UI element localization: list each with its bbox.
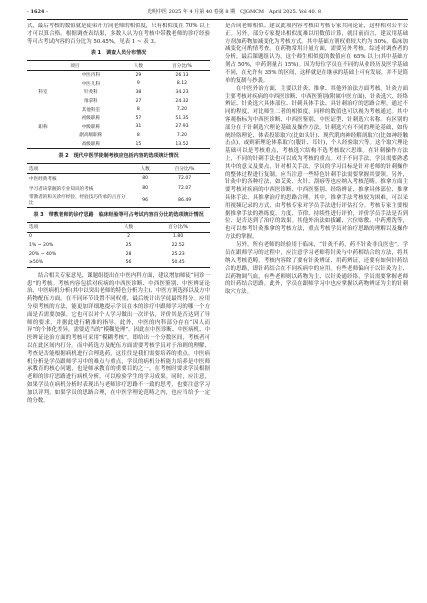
table2-caption: 表 2 现代中医学徒制考核应包括内容的选项统计情况: [58, 153, 179, 160]
column-header: 项目: [70, 63, 80, 69]
table-cell: 57: [135, 115, 142, 121]
table-cell: 学习者该掌握的专业知识的考核: [29, 186, 94, 192]
column-header: 人数: [140, 166, 150, 172]
table-cell: 27.93: [175, 124, 189, 130]
table-cell: 51.35: [175, 115, 189, 121]
table-cell: 初级职称: [81, 116, 101, 122]
page-number: · 1624 ·: [27, 9, 48, 15]
table-cell: 副高级职称: [79, 133, 103, 139]
table-cell: 8: [136, 132, 140, 138]
table-row: [27, 241, 210, 250]
table-cell: 38: [135, 89, 142, 95]
table-cell: 中级职称: [81, 124, 101, 130]
body-paragraph: 结合相关专家意见，课题组提出在中医内科方面，建议增加师徒“同诊一患”的考核。考核内容包括对疾病的中西医诊断、中西医鉴别、中医辨证论治、中医病机分析(其中以突出老师的特色分析为主)、中医方剂选择以及方中药物配伍方面。在不同环节设置不同权重，最后统计出学徒最终得分。应用分项考核的方法，能更加详细地提示学员在本的诊疗中跟师学习的哪一个方面是否需要加强。它也可以对个人学习做出一次评估，评价其是否达到了导师的要求，并据此进行精准的指导。此外，中医的内科部分存在“因人而异”的个体化差异，需要适当的“模糊处理”。因此在中医诊断、中医病机、中医辨证论治方面的考核可采用“模糊考核”，即给出一个分数区间，考核者可以在此区间内打分。而中药选方及配伍方面需要考核学员对于治则的理解，考查是否能根据病机进行合理选药，这往往是我们需要培养的重点。中医病机分析是学员跟师学习中的难点与重点，学员的病机分析能力培养是中医师承教育的核心问题，也是师承教育的重要目的之一。在考核时要求学员根据老师的诊疗思路进行病机分析，可以检验学生的学习成果。同时，应注意，如果学员在病机分析时表现出与老师诊疗思路不一致的思考，也要注意学习加以评判，如果学员的思路合理，在中医学理论范畴之内，也应当给予一定的分数。: [27, 272, 210, 404]
table-cell: 8: [136, 107, 140, 113]
table-cell: 带教者的和关诊疗经验、经验技巧传承的占百分比: [29, 195, 126, 207]
table-row: [27, 97, 210, 106]
table2: [27, 163, 210, 208]
table-row: [27, 232, 210, 241]
table-cell: 0: [29, 234, 32, 240]
table3: [27, 222, 210, 268]
table-cell: 26.13: [175, 72, 189, 78]
table-cell: 34.23: [175, 89, 189, 95]
column-header: 百分比/%: [168, 225, 188, 231]
table-cell: 28: [125, 251, 132, 257]
body-paragraph: 是否同老师相似。建议此项内容考核由考核专家共同论证，这样相对公平公正。另外，部分专家提出相似度难以用数值计算，就目前而言，建议用基础方剂加药物加减变化为考核方式。其中基础方剂权重较大约为 50%，临床加减变化可酌情考查。在药物常用计量方面，需要另外考核。综述对调查者的分析，最后课题组认为，这个师生相似度的数值应在 65% 以上(其中基础方剂占 50%，中药剂量占 15%)。因为每位学员在不同的从业经历及医学基础不同，在允许有 35% 的区间，这样就是在继承的基础上可有发展，并不是简单的复制与抄袭。: [225, 23, 408, 84]
table-cell: 15: [135, 141, 142, 147]
table-cell: 中医儿科: [81, 81, 101, 87]
table-cell: 2: [127, 234, 131, 240]
table-row: [27, 131, 210, 140]
table-cell: 25: [125, 242, 132, 248]
table-row: [27, 123, 210, 132]
table-cell: 其他科室: [81, 107, 101, 113]
table-cell: 56: [125, 260, 132, 266]
table-cell: 7.20: [176, 107, 188, 113]
table-cell: 22.52: [171, 242, 185, 248]
table-cell: 86.49: [178, 197, 192, 203]
body-paragraph: 在中医外治方面，主要以针灸、推拿、其他外治法方面考核。针灸方面主要考核对疾病的中西医诊断、中西医鉴别(附属中医方面)，针灸选穴、经络辨证、针灸选穴具体部位、针刺具体手法、具针刺治疗的思路合理。通过不同的程度，对比师生二者的相似度，同样的数值也可以视为考核通过。其中客观指标为中西医诊断、中西医鉴别、中医证型、针刺选穴名称。有区别的部分在于针刺选穴理论基础及操作方法。针刺选穴有不同的理论基础，如传统经络理论、体表投影取穴(比如头针)、现代肌肉神经解剖取穴(比如神经触击点)，或则新理论体系取穴(腹针、耳针)，个人经验取穴等。这个取穴理论基础可以是考核重点，考核选穴结构不选考核取穴思维。在针刺操作方法上，不同的针刺手法也可以成为考核的重点。对于不同手法，学员需要熟悉其中的意义及要点，针对相关手法，学员的学习目标是针对老师的针刺操作的整体过程进行复制。应当注意一些特色针刺手法需要掌握其要领。另外，针灸中的各种疗法，如艾灸、火针、刮痧等也应纳入考核范畴。推拿方面主要考核对疾病的中西医诊断、中西医鉴别、经络辨证、推拿具体部位、推拿具体手法、具推拿治疗的思路合理。其中，推拿手法考核较为困难，可以采用视频记录的方式，由考核专家对学员手法进行评估打分。考核专家主要根据推拿手法的熟练度、力度、节律、持续性进行评价，评价学员手法是否到位、是否达到了治疗的效果。其他外治法如拔罐、穴位贴敷、中药熏洗等，也可以参考针灸推拿的考核方法，重点考核学员对治疗思路的理解以及操作方法的掌握。: [225, 85, 408, 241]
journal-page: [27, 6, 408, 596]
running-header: [27, 6, 408, 18]
table-cell: 72.07: [178, 186, 192, 192]
table-cell: [27, 70, 59, 79]
table-cell: 20% ~ 40%: [29, 251, 57, 257]
table-cell: 27: [135, 98, 142, 104]
table-cell: 7.20: [176, 132, 188, 138]
table-cell: 80: [142, 176, 149, 182]
table-row: [27, 105, 210, 114]
table-header-row: [27, 222, 210, 232]
right-column: [225, 23, 408, 595]
left-column: [27, 23, 210, 595]
table-cell: 针灸科: [83, 90, 98, 96]
column-header: 百分比/%: [174, 166, 195, 172]
table-cell: 80: [142, 186, 149, 192]
table-row: [27, 184, 210, 194]
table-cell: 13.52: [175, 141, 189, 147]
column-header: 选项: [29, 166, 39, 172]
table-row: [27, 88, 210, 97]
header-rule: [27, 19, 408, 20]
table-cell: [27, 105, 59, 114]
table-cell: 科室: [38, 90, 48, 96]
table-cell: 24.32: [175, 98, 189, 104]
table-cell: 25.23: [171, 251, 185, 257]
table-cell: 1.80: [173, 234, 184, 240]
table-cell: 高级职称: [81, 142, 101, 148]
table-row: [27, 140, 210, 149]
table-cell: [27, 114, 59, 123]
table-cell: [27, 97, 59, 106]
table-cell: [27, 80, 59, 89]
column-header: 百分比/%: [172, 63, 192, 69]
table-cell: [27, 131, 59, 140]
table-cell: [27, 140, 59, 149]
table-header-row: [27, 164, 210, 174]
table-cell: 1% ~ 20%: [29, 242, 54, 248]
table-row: [27, 173, 210, 184]
table-row: [27, 80, 210, 89]
table3-caption: 表 3 带教老师的诊疗思路 临床经验等可占考试内容百分比的选项统计情况: [33, 211, 204, 218]
column-header: 人数: [133, 63, 143, 69]
journal-info: 光明中医 2025 年 4 月第 40 卷第 8 期 CJGMCM April 2025. Vol 40. 8: [147, 9, 322, 15]
table-cell: 职称: [38, 124, 48, 130]
table-cell: 中医经典考核: [29, 176, 57, 182]
table-row: [27, 258, 210, 267]
table-cell: 推拿科: [83, 99, 98, 105]
column-header: 人数: [123, 225, 134, 231]
table-cell: 29: [135, 72, 142, 78]
column-header: 选项: [29, 225, 39, 231]
table1: [27, 60, 210, 149]
table-cell: 中医内科: [81, 73, 101, 79]
table-cell: 31: [135, 124, 142, 130]
table-cell: 50.45: [171, 260, 185, 266]
table1-caption: 表 1 调查人员分布情况: [90, 50, 147, 57]
table-row: [27, 250, 210, 259]
table-row: [27, 70, 210, 79]
table-header-row: [27, 61, 210, 71]
table-cell: 96: [142, 197, 149, 203]
table-cell: 8.12: [176, 81, 188, 87]
table-row: [27, 194, 210, 208]
table-cell: 9: [136, 81, 140, 87]
body-paragraph: 式，最后考核的数值就是徒弟开方同老师的相似度，只有相似度在 70% 以上才可以算合格。根据调查表结果，多数人认为在考核中带教老师的诊疗经验等可占考试内容的百分比为 50.45%，见表 1 ~ 表 3。: [27, 23, 210, 45]
table-row: [27, 114, 210, 123]
table-cell: 72.07: [178, 176, 192, 182]
body-paragraph: 另外，所有老师的经验用于临床，“针灸不药，药不针灸非良医也”。学员在跟师学习的过程中，应注意学习老师将针灸与中药相结合的方法，将其纳入考核范畴。考核内容除了要有针灸辨证、用药辨证，还要有如何针药结合的思路，即针药结合在不同疾病中的应用。有些老师偏向于以针灸为主、以药物调气血，有些老师则以药物为主、以针灸通经络，学员需要掌握老师的针药结合思路。此外，学员在跟师学习中也应掌握以药物辨证为主的针刺取穴方法。: [225, 242, 408, 296]
table-cell: ≥50%: [29, 260, 44, 266]
